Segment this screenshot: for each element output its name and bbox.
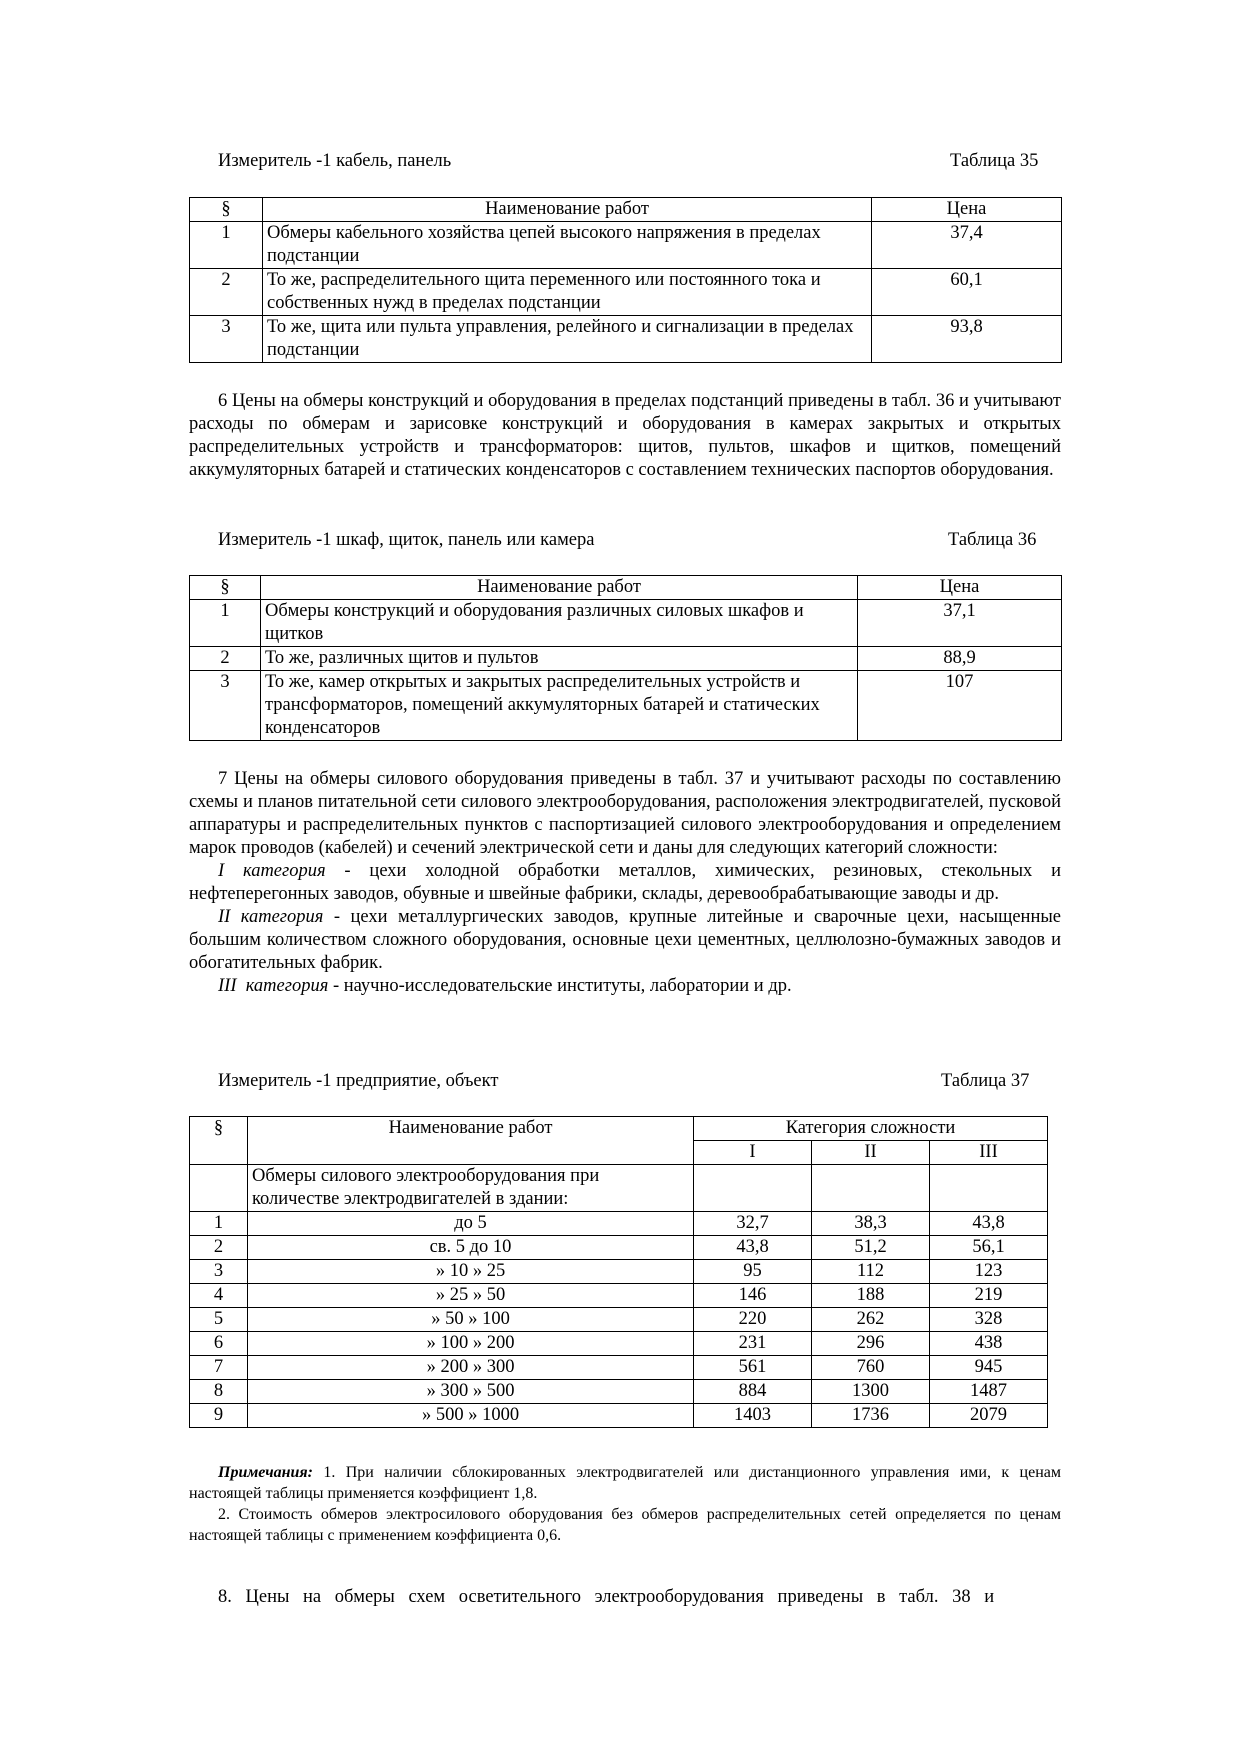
row-value-2: 51,2 — [812, 1236, 930, 1260]
col-header-price: Цена — [858, 576, 1062, 600]
row-name: » 100 » 200 — [248, 1332, 694, 1356]
row-num: 8 — [190, 1380, 248, 1404]
row-value-3: 438 — [930, 1332, 1048, 1356]
table-row — [190, 1380, 1048, 1404]
row-num: 2 — [190, 1236, 248, 1260]
category-3-label: III категория — [218, 976, 329, 996]
table-row — [190, 1236, 1048, 1260]
row-value-3: 56,1 — [930, 1236, 1048, 1260]
table-row — [190, 600, 1062, 647]
table-35 — [189, 197, 1062, 363]
t36-label: Таблица 36 — [948, 530, 1037, 550]
col-header-name: Наименование работ — [261, 576, 858, 600]
table-37 — [189, 1116, 1048, 1428]
lead-num — [190, 1165, 248, 1212]
lead-cell — [694, 1165, 812, 1212]
table-lead-row — [190, 1165, 1048, 1212]
col-header-name: Наименование работ — [263, 198, 872, 222]
category-2-text: - цехи металлургических заводов, крупные литейные и сварочные цехи, насыщенные большим количеством сложного оборудования, основные цехи цементных, целлюлозно-бумажных заводов и обогатительных фабрик. — [189, 907, 1061, 973]
row-num: 3 — [190, 1260, 248, 1284]
paragraph-6-text: 6 Цены на обмеры конструкций и оборудования в пределах подстанций приведены в табл. 36 и учитывают расходы по обмерам и зарисовке конструкций и оборудования в камерах закрытых и открытых распределительных устройств и трансформаторов: щитов, пультов, шкафов и щитков, помещений аккумуляторных батарей и статических конденсаторов с составлением технических паспортов оборудования. — [189, 391, 1061, 480]
col-header-cat-3: III — [930, 1141, 1048, 1165]
t36-measure: Измеритель -1 шкаф, щиток, панель или камера — [218, 530, 595, 550]
row-value-3: 43,8 — [930, 1212, 1048, 1236]
category-1-label: I категория — [218, 861, 326, 881]
row-value-2: 1300 — [812, 1380, 930, 1404]
row-num: 2 — [190, 647, 261, 671]
row-value-2: 262 — [812, 1308, 930, 1332]
col-header-num: § — [190, 1117, 248, 1165]
row-value-1: 231 — [694, 1332, 812, 1356]
col-header-cat-1: I — [694, 1141, 812, 1165]
row-value-1: 95 — [694, 1260, 812, 1284]
row-name: » 300 » 500 — [248, 1380, 694, 1404]
category-2 — [189, 906, 1061, 975]
row-num: 7 — [190, 1356, 248, 1380]
row-value-1: 884 — [694, 1380, 812, 1404]
table-header-row — [190, 576, 1062, 600]
table-row — [190, 1284, 1048, 1308]
table-row — [190, 1332, 1048, 1356]
table-row — [190, 316, 1062, 363]
row-num: 6 — [190, 1332, 248, 1356]
category-3 — [189, 975, 1061, 998]
t37-measure: Измеритель -1 предприятие, объект — [218, 1071, 499, 1091]
note-1 — [189, 1462, 1061, 1504]
table-row — [190, 1356, 1048, 1380]
col-header-category: Категория сложности — [694, 1117, 1048, 1141]
notes-label: Примечания: — [218, 1464, 313, 1481]
row-num: 1 — [190, 222, 263, 269]
category-1-text: - цехи холодной обработки металлов, химических, резиновых, стекольных и нефтеперегонных заводов, обувные и швейные фабрики, склады, деревообрабатывающие заводы и др. — [189, 861, 1061, 904]
table-row — [190, 222, 1062, 269]
row-name: То же, щита или пульта управления, релейного и сигнализации в пределах подстанции — [263, 316, 872, 363]
t37-label: Таблица 37 — [941, 1071, 1030, 1091]
row-num: 1 — [190, 600, 261, 647]
row-value-1: 220 — [694, 1308, 812, 1332]
table-row — [190, 1212, 1048, 1236]
row-num: 5 — [190, 1308, 248, 1332]
row-num: 9 — [190, 1404, 248, 1428]
row-price: 88,9 — [858, 647, 1062, 671]
paragraph-8 — [189, 1586, 1061, 1609]
row-name: То же, камер открытых и закрытых распределительных устройств и трансформаторов, помещений аккумуляторных батарей и статических конденсаторов — [261, 671, 858, 741]
note-2: 2. Стоимость обмеров электросилового оборудования без обмеров распределительных сетей определяется по ценам настоящей таблицы с применением коэффициента 0,6. — [189, 1506, 1061, 1544]
row-value-2: 38,3 — [812, 1212, 930, 1236]
row-name: Обмеры кабельного хозяйства цепей высокого напряжения в пределах подстанции — [263, 222, 872, 269]
t35-label: Таблица 35 — [950, 151, 1039, 171]
paragraph-7 — [189, 768, 1061, 998]
row-price: 37,4 — [872, 222, 1062, 269]
row-value-3: 123 — [930, 1260, 1048, 1284]
row-value-1: 146 — [694, 1284, 812, 1308]
row-name: То же, распределительного щита переменного или постоянного тока и собственных нужд в пределах подстанции — [263, 269, 872, 316]
table-row — [190, 671, 1062, 741]
row-price: 37,1 — [858, 600, 1062, 647]
col-header-name: Наименование работ — [248, 1117, 694, 1165]
t35-measure: Измеритель -1 кабель, панель — [218, 151, 452, 171]
table-row — [190, 647, 1062, 671]
row-name: То же, различных щитов и пультов — [261, 647, 858, 671]
notes — [189, 1462, 1061, 1546]
table-row — [190, 1308, 1048, 1332]
row-value-2: 112 — [812, 1260, 930, 1284]
table-header-row — [190, 198, 1062, 222]
row-value-1: 43,8 — [694, 1236, 812, 1260]
row-name: Обмеры конструкций и оборудования различных силовых шкафов и щитков — [261, 600, 858, 647]
table-row — [190, 269, 1062, 316]
row-name: » 200 » 300 — [248, 1356, 694, 1380]
row-value-3: 1487 — [930, 1380, 1048, 1404]
row-value-1: 561 — [694, 1356, 812, 1380]
lead-cell — [812, 1165, 930, 1212]
col-header-cat-2: II — [812, 1141, 930, 1165]
row-name: до 5 — [248, 1212, 694, 1236]
row-value-1: 1403 — [694, 1404, 812, 1428]
row-value-2: 760 — [812, 1356, 930, 1380]
category-2-label: II категория — [218, 907, 324, 927]
row-value-3: 219 — [930, 1284, 1048, 1308]
row-value-2: 296 — [812, 1332, 930, 1356]
row-num: 1 — [190, 1212, 248, 1236]
lead-name: Обмеры силового электрооборудования при количестве электродвигателей в здании: — [248, 1165, 694, 1212]
table-row — [190, 1404, 1048, 1428]
table-header-row — [190, 1117, 1048, 1141]
paragraph-8-text: 8. Цены на обмеры схем осветительного электрооборудования приведены в табл. 38 и — [218, 1587, 995, 1607]
row-price: 93,8 — [872, 316, 1062, 363]
paragraph-7-intro: 7 Цены на обмеры силового оборудования приведены в табл. 37 и учитывают расходы по составлению схемы и планов питательной сети силового электрооборудования, расположения электродвигателей, пусковой аппаратуры и распределительных пунктов с паспортизацией силового электрооборудования и определением марок проводов (кабелей) и сечений электрической сети и даны для следующих категорий сложности: — [189, 769, 1061, 858]
row-value-2: 188 — [812, 1284, 930, 1308]
row-value-1: 32,7 — [694, 1212, 812, 1236]
category-3-text: - научно-исследовательские институты, лаборатории и др. — [328, 976, 792, 996]
row-num: 3 — [190, 671, 261, 741]
row-num: 3 — [190, 316, 263, 363]
table-row — [190, 1260, 1048, 1284]
col-header-num: § — [190, 576, 261, 600]
table-36 — [189, 575, 1062, 741]
row-price: 60,1 — [872, 269, 1062, 316]
col-header-price: Цена — [872, 198, 1062, 222]
col-header-num: § — [190, 198, 263, 222]
row-name: св. 5 до 10 — [248, 1236, 694, 1260]
row-value-3: 328 — [930, 1308, 1048, 1332]
row-name: » 10 » 25 — [248, 1260, 694, 1284]
row-name: » 50 » 100 — [248, 1308, 694, 1332]
row-num: 2 — [190, 269, 263, 316]
row-value-3: 945 — [930, 1356, 1048, 1380]
lead-cell — [930, 1165, 1048, 1212]
row-value-3: 2079 — [930, 1404, 1048, 1428]
row-name: » 500 » 1000 — [248, 1404, 694, 1428]
row-num: 4 — [190, 1284, 248, 1308]
paragraph-6 — [189, 390, 1061, 482]
note-1-text: 1. При наличии сблокированных электродвигателей или дистанционного управления ими, к ценам настоящей таблицы применяется коэффициент 1,8. — [189, 1464, 1061, 1502]
row-name: » 25 » 50 — [248, 1284, 694, 1308]
category-1 — [189, 860, 1061, 906]
row-price: 107 — [858, 671, 1062, 741]
row-value-2: 1736 — [812, 1404, 930, 1428]
